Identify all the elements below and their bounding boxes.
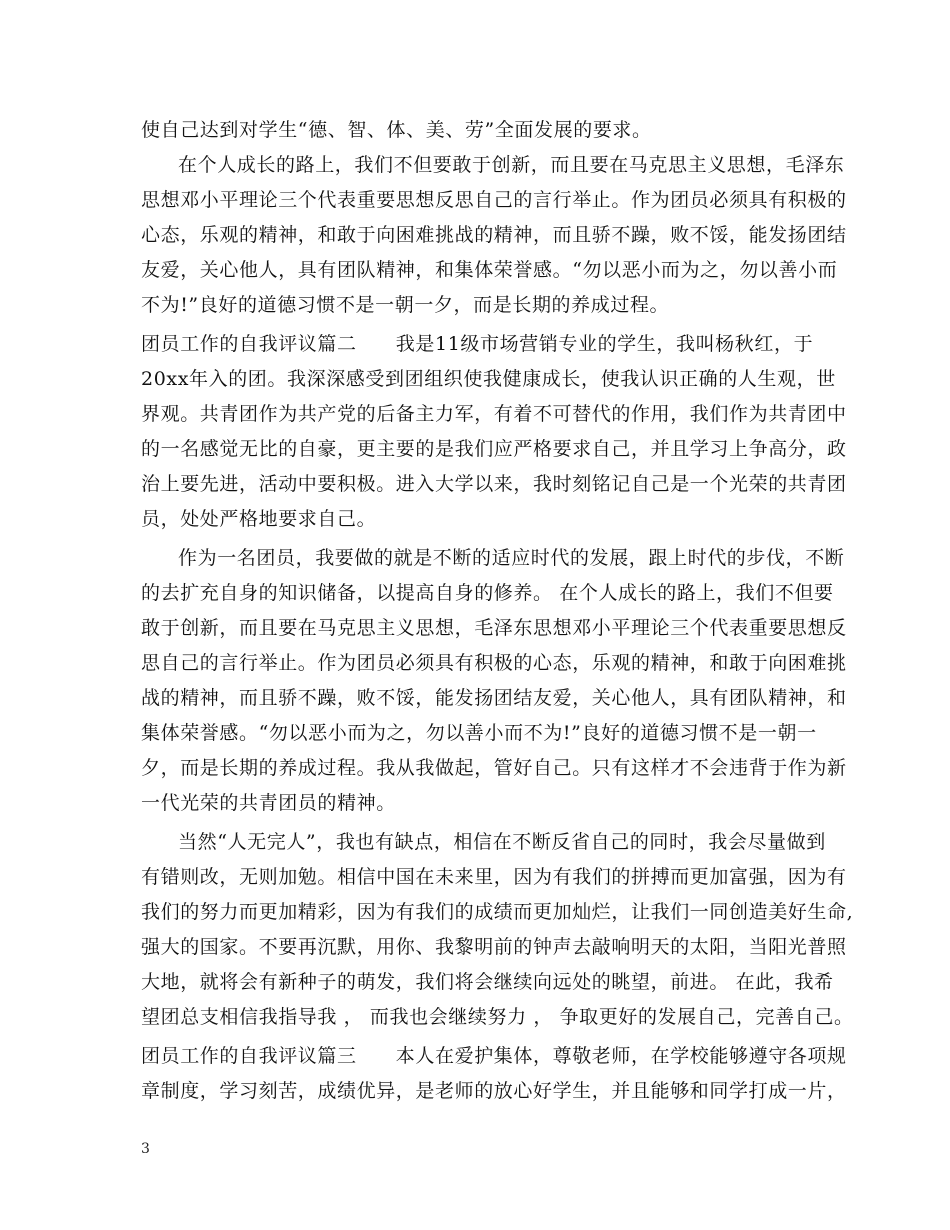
text-line: 有错则改，无则加勉。相信中国在未来里，因为有我们的拼搏而更加富强，因为有 <box>141 866 847 888</box>
text-line: 我们的努力而更加精彩，因为有我们的成绩而更加灿烂，让我们一同创造美好生命, <box>141 901 854 923</box>
text-line: 敢于创新，而且要在马克思主义思想，毛泽东思想邓小平理论三个代表重要思想反 <box>141 617 847 639</box>
text-line: 使自己达到对学生“德、智、体、美、劳”全面发展的要求。 <box>141 119 652 141</box>
page-number: 3 <box>141 1141 150 1157</box>
text-line: 员，处处严格地要求自己。 <box>141 508 377 530</box>
text-line: 思想邓小平理论三个代表重要思想反思自己的言行举止。作为团员必须具有积极的 <box>141 189 847 211</box>
text-line: 望团总支相信我指导我 ， 而我也会继续努力 ， 争取更好的发展自己，完善自己。 <box>141 1006 854 1028</box>
paragraph-first-line: 作为一名团员，我要做的就是不断的适应时代的发展，跟上时代的步伐，不断 <box>178 547 845 569</box>
text-line: 20xx年入的团。我深深感受到团组织使我健康成长，使我认识正确的人生观，世 <box>141 368 836 390</box>
text-line: 集体荣誉感。“勿以恶小而为之，勿以善小而不为!”良好的道德习惯不是一朝一 <box>141 722 817 744</box>
text-line: 心态，乐观的精神，和敢于向困难挑战的精神，而且骄不躁，败不馁，能发扬团结 <box>141 224 847 246</box>
text-line: 大地，就将会有新种子的萌发，我们将会继续向远处的眺望，前进。 在此，我希 <box>141 971 834 993</box>
paragraph-first-line: 当然“人无完人”，我也有缺点，相信在不断反省自己的同时，我会尽量做到 <box>178 831 826 853</box>
text-line: 章制度，学习刻苦，成绩优异，是老师的放心好学生，并且能够和同学打成一片， <box>141 1080 847 1102</box>
section-heading-line: 团员工作的自我评议篇三 本人在爱护集体，尊敬老师，在学校能够遵守各项规 <box>141 1045 847 1067</box>
text-line: 不为!”良好的道德习惯不是一朝一夕，而是长期的养成过程。 <box>141 294 670 316</box>
paragraph-first-line: 在个人成长的路上，我们不但要敢于创新，而且要在马克思主义思想，毛泽东 <box>178 154 845 176</box>
text-line: 治上要先进，活动中要积极。进入大学以来，我时刻铭记自己是一个光荣的共青团 <box>141 473 847 495</box>
text-line: 界观。共青团作为共产党的后备主力军，有着不可替代的作用，我们作为共青团中 <box>141 403 847 425</box>
text-line: 战的精神，而且骄不躁，败不馁，能发扬团结友爱，关心他人，具有团队精神，和 <box>141 687 847 709</box>
text-line: 夕，而是长期的养成过程。我从我做起，管好自己。只有这样才不会违背于作为新 <box>141 757 847 779</box>
text-line: 一代光荣的共青团员的精神。 <box>141 792 396 814</box>
section-heading-line: 团员工作的自我评议篇二 我是11级市场营销专业的学生，我叫杨秋红，于 <box>141 333 814 355</box>
text-line: 的去扩充自身的知识储备，以提高自身的修养。 在个人成长的路上，我们不但要 <box>141 582 834 604</box>
text-line: 强大的国家。不要再沉默，用你、我黎明前的钟声去敲响明天的太阳，当阳光普照 <box>141 936 847 958</box>
text-line: 的一名感觉无比的自豪，更主要的是我们应严格要求自己，并且学习上争高分，政 <box>141 438 847 460</box>
text-line: 思自己的言行举止。作为团员必须具有积极的心态，乐观的精神，和敢于向困难挑 <box>141 652 847 674</box>
text-line: 友爱，关心他人，具有团队精神，和集体荣誉感。“勿以恶小而为之，勿以善小而 <box>141 259 838 281</box>
